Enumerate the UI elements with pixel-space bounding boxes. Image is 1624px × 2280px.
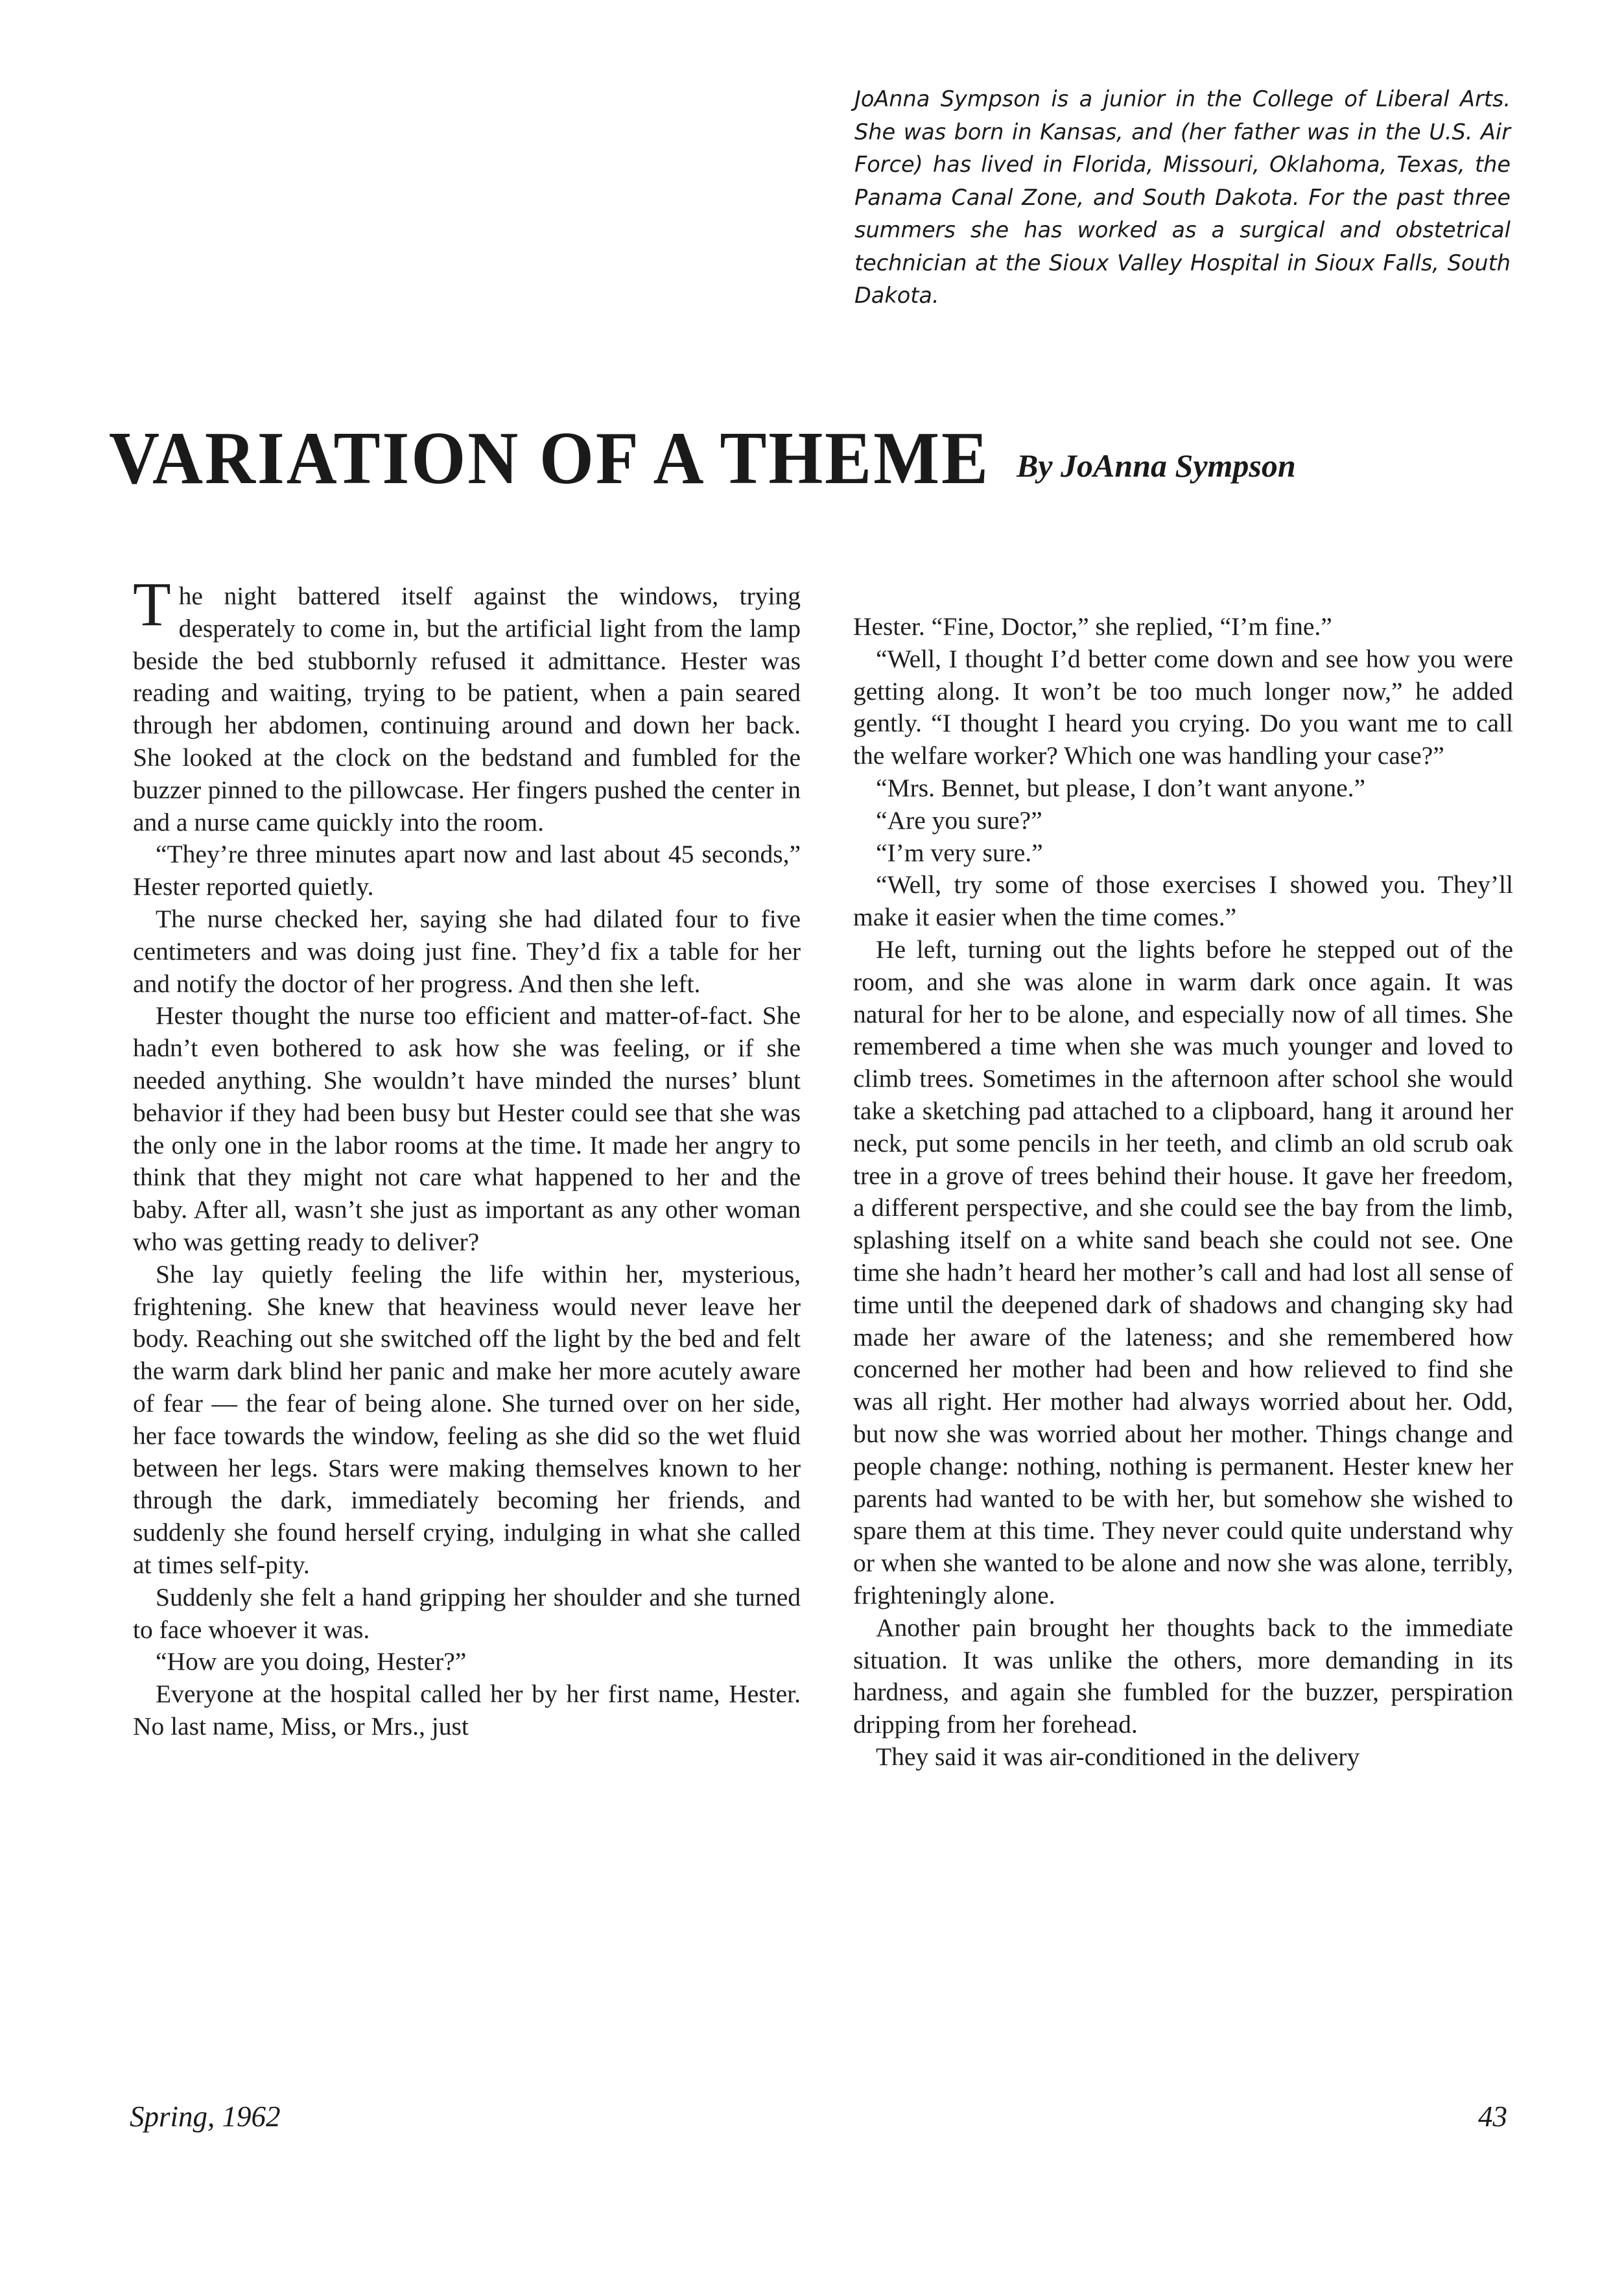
- story-title: VARIATION OF A THEME: [109, 417, 990, 499]
- paragraph: The nurse checked her, saying she had dilated four to five centimeters and was doing just fine. They’d fix a table for her and notify the doctor of her progress. And then she left.: [133, 904, 801, 998]
- author-bio: JoAnna Sympson is a junior in the College of Liberal Arts. She was born in Kansas, and (her father was in the U.S. Air Force) has lived in Florida, Missouri, Oklahoma, Texas, the Panama Canal Zone, and South Dakota. For the past three summers she has worked as a surgical and obstetrical technician at the Sioux Valley Hospital in Sioux Falls, South Dakota.: [854, 86, 1511, 308]
- opening-paragraph-text: he night battered itself against the windows, trying desperately to come in, but the artificial light from the lamp beside the bed stubbornly refused it admittance. Hester was reading and waiting, trying to be patient, when a pain seared through her abdomen, continuing around and down her back. She looked at the clock on the bedstand and fumbled for the buzzer pinned to the pillowcase. Her fingers pushed the center in and a nurse came quickly into the room.: [133, 582, 801, 837]
- continued-paragraph: Hester. “Fine, Doctor,” she replied, “I’m fine.”: [853, 612, 1332, 641]
- right-column: [853, 611, 1513, 1774]
- paragraph: “Mrs. Bennet, but please, I don’t want anyone.”: [876, 773, 1366, 802]
- opening-paragraph: [133, 569, 801, 838]
- paragraph: “They’re three minutes apart now and last about 45 seconds,” Hester reported quietly.: [133, 840, 801, 901]
- paragraph: She lay quietly feeling the life within her, mysterious, frightening. She knew that heaviness would never leave her body. Reaching out she switched off the light by the bed and felt the warm dark blind her panic and make her more acutely aware of fear — the fear of being alone. She turned over on her side, her face towards the window, feeling as she did so the wet fluid between her legs. Stars were making themselves known to her through the dark, immediately becoming her friends, and suddenly she found herself crying, indulging in what she called at times self-pity.: [133, 1259, 801, 1579]
- paragraph: Everyone at the hospital called her by her first name, Hester. No last name, Miss, or Mrs., just: [133, 1680, 801, 1740]
- paragraph: Hester thought the nurse too efficient and matter-of-fact. She hadn’t even bothered to ask how she was feeling, or if she needed anything. She wouldn’t have minded the nurses’ blunt behavior if they had been busy but Hester could see that she was the only one in the labor rooms at the time. It made her angry to think that they might not care what happened to her and the baby. After all, wasn’t she just as important as any other woman who was getting ready to deliver?: [133, 1001, 801, 1256]
- page-number: 43: [1478, 2100, 1507, 2133]
- paragraph: “Well, try some of those exercises I showed you. They’ll make it easier when the time comes.”: [853, 870, 1513, 932]
- paragraph: “Well, I thought I’d better come down and see how you were getting along. It won’t be too much longer now,” he added gently. “I thought I heard you crying. Do you want me to call the welfare worker? Which one was handling your case?”: [853, 644, 1513, 770]
- byline: By JoAnna Sympson: [1017, 447, 1296, 484]
- issue-date: Spring, 1962: [130, 2100, 281, 2133]
- paragraph: “Are you sure?”: [876, 805, 1042, 835]
- left-column: [133, 569, 801, 1743]
- paragraph: Suddenly she felt a hand gripping her shoulder and she turned to face whoever it was.: [133, 1582, 801, 1644]
- drop-cap: T: [133, 569, 171, 639]
- paragraph: They said it was air-conditioned in the delivery: [876, 1742, 1360, 1771]
- paragraph: “I’m very sure.”: [876, 838, 1043, 867]
- paragraph: Another pain brought her thoughts back to the immediate situation. It was unlike the others, more demanding in its hardness, and again she fumbled for the buzzer, perspiration dripping from her forehead.: [853, 1613, 1513, 1739]
- paragraph: “How are you doing, Hester?”: [156, 1647, 467, 1676]
- paragraph: He left, turning out the lights before he stepped out of the room, and she was alone in warm dark once again. It was natural for her to be alone, and especially now of all times. She remembered a time when she was much younger and loved to climb trees. Sometimes in the afternoon after school she would take a sketching pad attached to a clipboard, hang it around her neck, put some pencils in her teeth, and climb an old scrub oak tree in a grove of trees behind their house. It gave her freedom, a different perspective, and she could see the bay from the limb, splashing itself on a white sand beach she could not see. One time she hadn’t heard her mother’s call and had lost all sense of time until the deepened dark of shadows and changing sky had made her aware of the lateness; and she remembered how concerned her mother had been and how relieved to find she was all right. Her mother had always worried about her. Odd, but now she was worried about her mother. Things change and people change: nothing, nothing is permanent. Hester knew her parents had wanted to be with her, but somehow she wished to spare them at this time. They never could quite understand why or when she wanted to be alone and now she was alone, terribly, frighteningly alone.: [853, 934, 1513, 1609]
